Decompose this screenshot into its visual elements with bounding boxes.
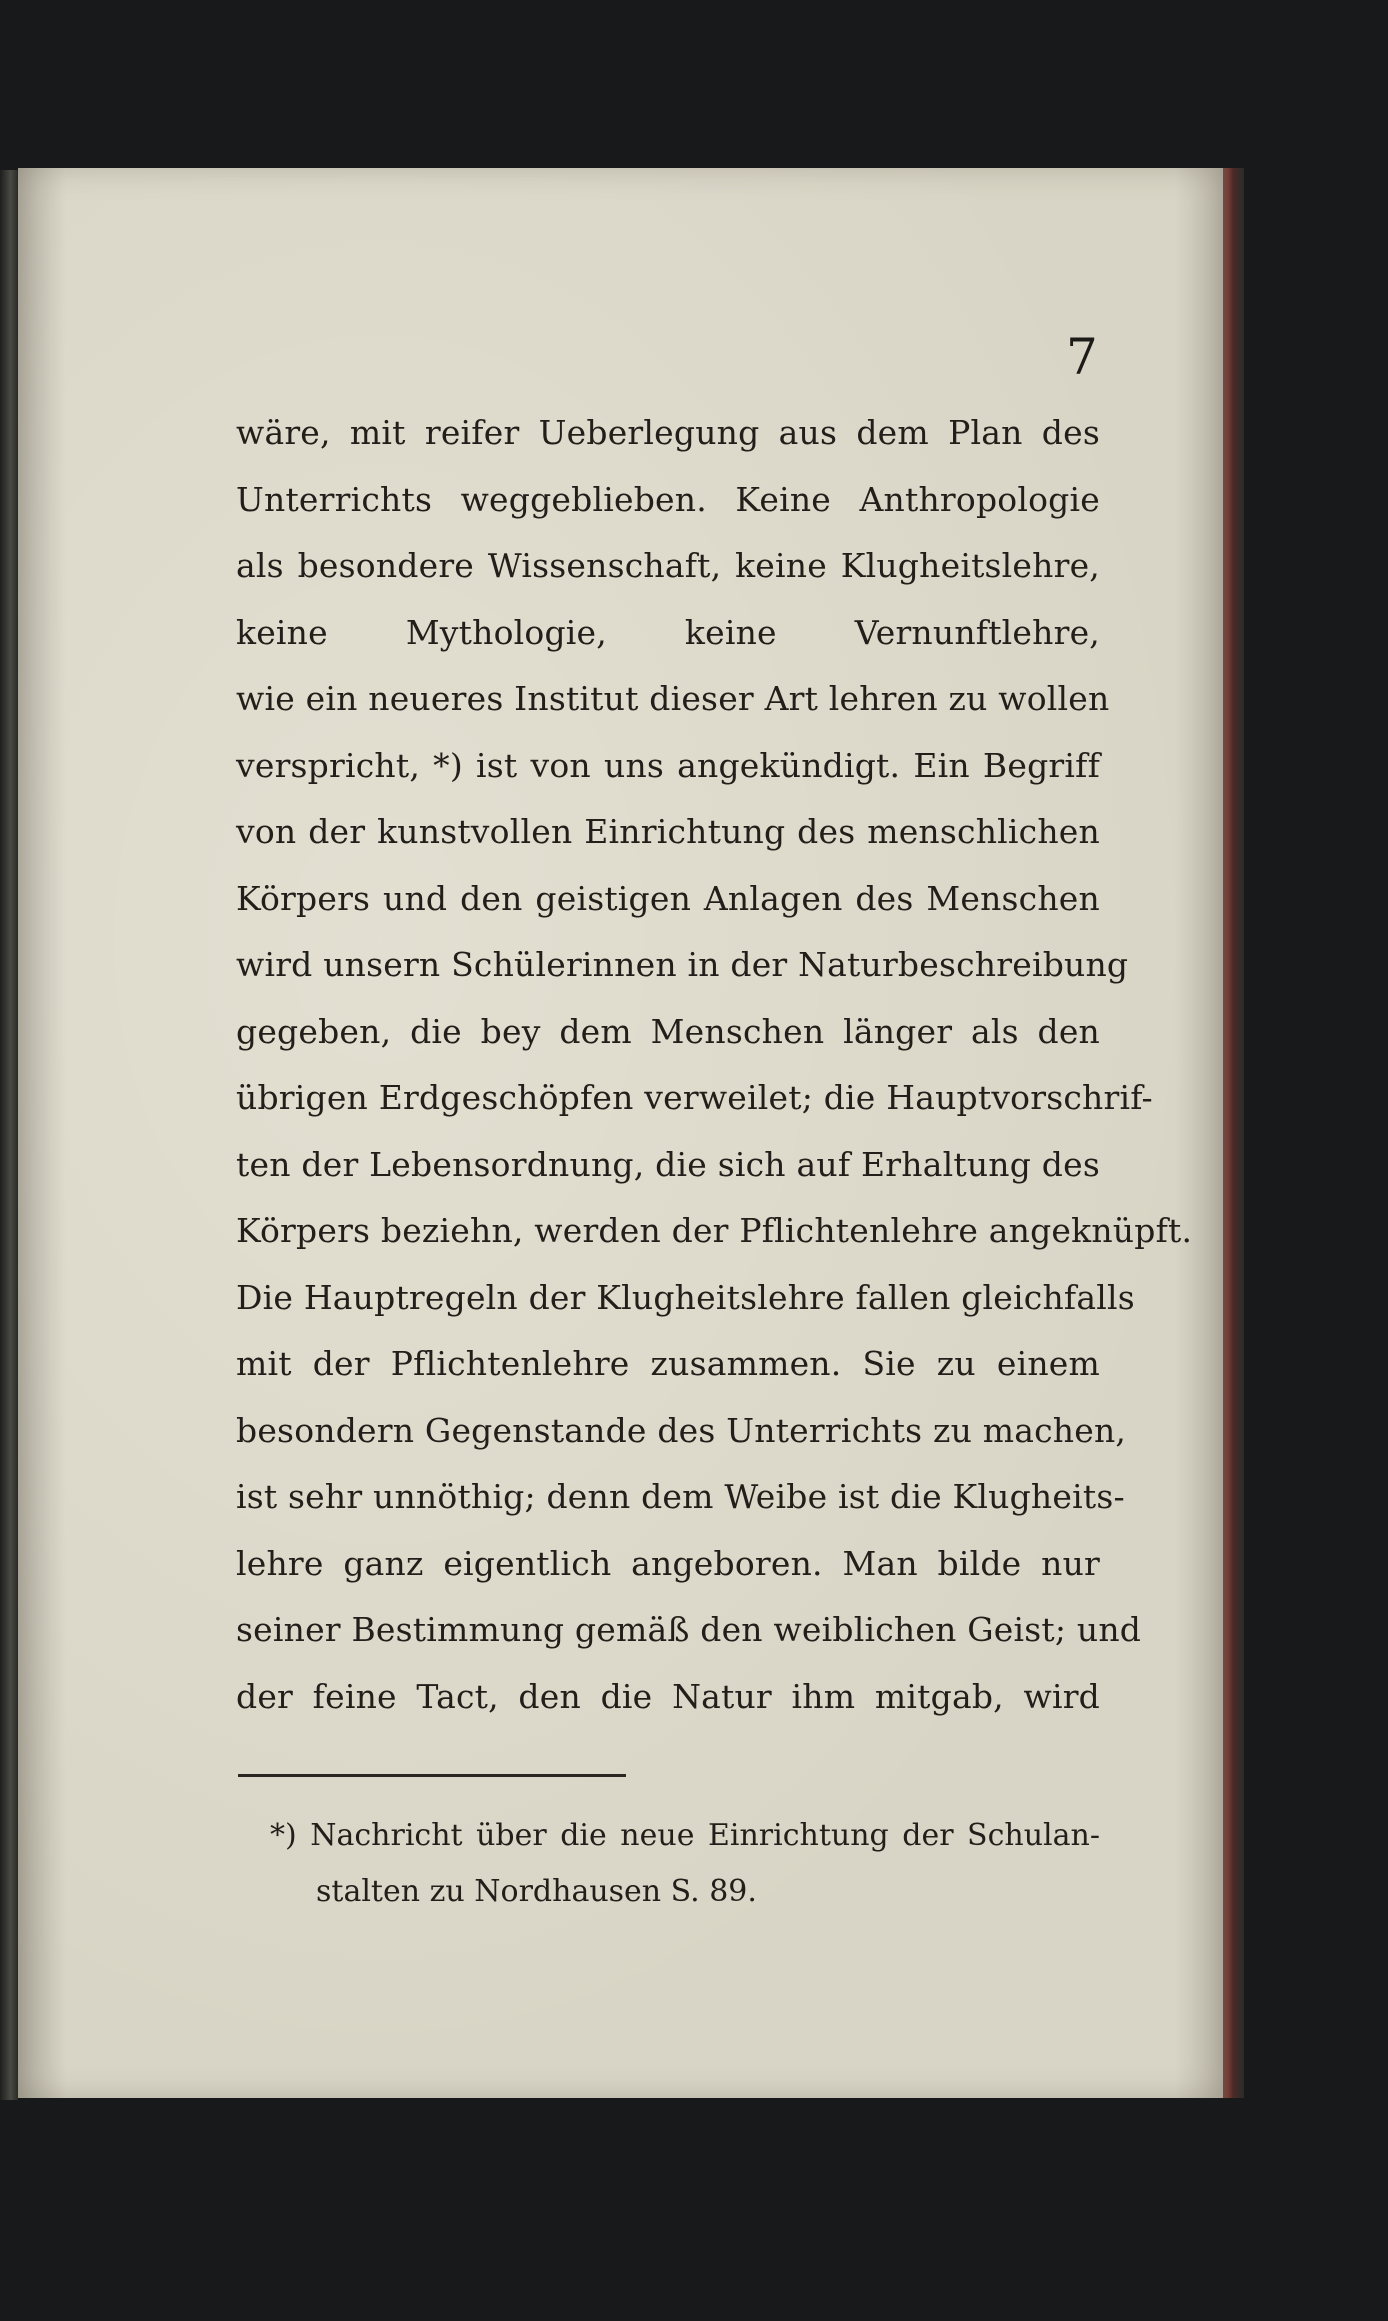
text-line: übrigen Erdgeschöpfen verweilet; die Hauptvorschrif- [236, 1078, 1153, 1117]
text-line: besondern Gegenstande des Unterrichts zu machen, [236, 1410, 1127, 1450]
text-line: ten der Lebensordnung, die sich auf Erhaltung des [236, 1144, 1100, 1184]
text-line: gegeben, die bey dem Menschen länger als den [236, 1011, 1100, 1051]
text-line: ist sehr unnöthig; denn dem Weibe ist die Klugheits- [236, 1477, 1125, 1516]
text-line: verspricht, *) ist von uns angekündigt. Ein Begriff [236, 745, 1100, 785]
footnote-line: stalten zu Nordhausen S. 89. [316, 1874, 757, 1909]
text-line: keine Mythologie, keine Vernunftlehre, [236, 612, 1100, 652]
text-line: Die Hauptregeln der Klugheitslehre fallen gleichfalls [236, 1277, 1135, 1317]
text-line: mit der Pflichtenlehre zusammen. Sie zu einem [236, 1344, 1100, 1383]
footnote [270, 1808, 1100, 1920]
text-line: Unterrichts weggeblieben. Keine Anthropologie [236, 479, 1100, 519]
text-line: seiner Bestimmung gemäß den weiblichen Geist; und [236, 1610, 1142, 1649]
footnote-line: *) Nachricht über die neue Einrichtung der Schulan- [270, 1818, 1100, 1853]
facing-page-edge [0, 170, 18, 2100]
text-line: als besondere Wissenschaft, keine Klugheitslehre, [236, 546, 1100, 585]
text-line: Körpers beziehn, werden der Pflichtenlehre angeknüpft. [236, 1211, 1193, 1250]
body-text [236, 400, 1193, 1730]
text-line: der feine Tact, den die Natur ihm mitgab, wird [236, 1676, 1100, 1716]
text-line: von der kunstvollen Einrichtung des menschlichen [236, 812, 1100, 851]
text-line: Körpers und den geistigen Anlagen des Menschen [236, 878, 1100, 918]
page-number: 7 [1066, 328, 1098, 386]
text-line: wird unsern Schülerinnen in der Naturbeschreibung [236, 945, 1129, 984]
text-line: wie ein neueres Institut dieser Art lehren zu wollen [236, 679, 1110, 718]
footnote-rule [238, 1774, 626, 1777]
text-line: wäre, mit reifer Ueberlegung aus dem Plan des [236, 413, 1100, 452]
text-line: lehre ganz eigentlich angeboren. Man bilde nur [236, 1543, 1100, 1583]
